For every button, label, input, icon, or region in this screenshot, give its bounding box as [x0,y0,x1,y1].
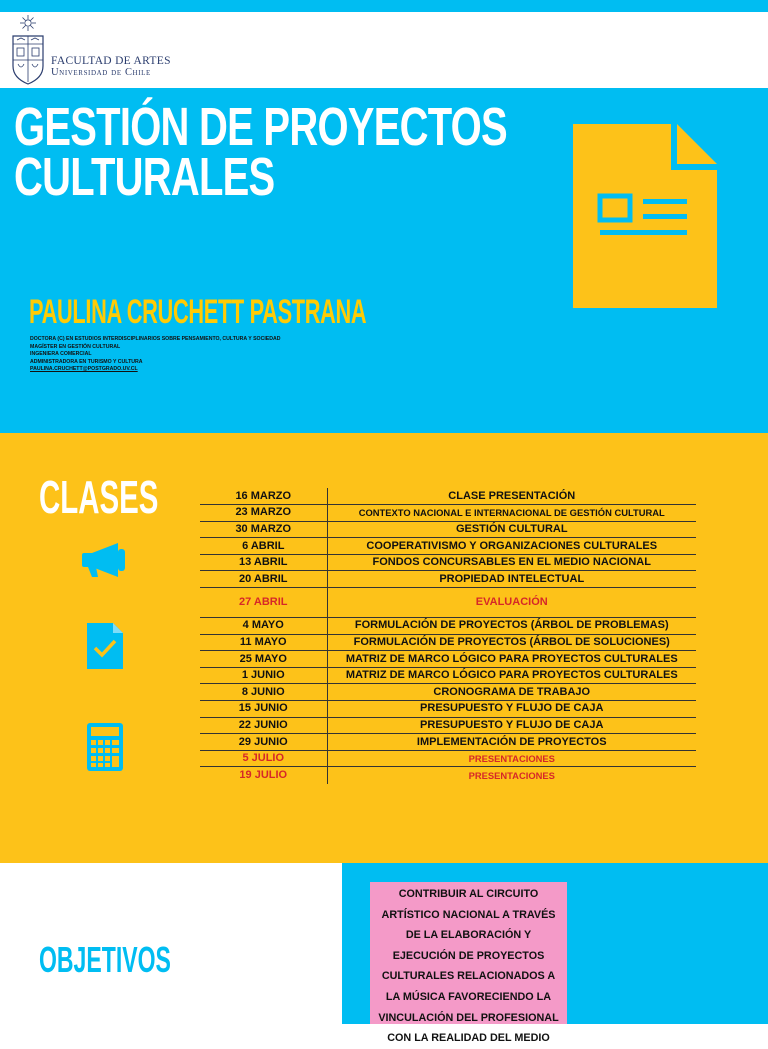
class-topic: CRONOGRAMA DE TRABAJO [327,684,696,701]
class-topic: MATRIZ DE MARCO LÓGICO PARA PROYECTOS CULTURALES [327,667,696,684]
table-row [200,734,696,751]
objective-line: CON LA REALIDAD DEL MEDIO [387,1032,550,1045]
class-topic: FONDOS CONCURSABLES EN EL MEDIO NACIONAL [327,554,696,571]
class-topic: PRESUPUESTO Y FLUJO DE CAJA [327,701,696,718]
table-row [200,521,696,538]
credential-line: DOCTORA (C) EN ESTUDIOS INTERDISCIPLINARIOS SOBRE PENSAMIENTO, CULTURA Y SOCIEDAD [30,336,281,342]
table-row [200,488,696,505]
class-topic: PROPIEDAD INTELECTUAL [327,571,696,588]
university-crest-icon [9,14,47,86]
table-row [200,505,696,522]
megaphone-icon [78,541,132,579]
objective-line: ARTÍSTICO NACIONAL A TRAVÉS [381,908,556,921]
objective-line: EJECUCIÓN DE PROYECTOS [392,949,545,962]
faculty-name: FACULTAD DE ARTES [51,55,171,67]
class-date: 20 ABRIL [200,571,327,588]
checklist-document-icon [87,623,123,669]
class-topic: CLASE PRESENTACIÓN [327,488,696,505]
class-date: 25 MAYO [200,651,327,668]
table-row [200,554,696,571]
class-topic: PRESENTACIONES [468,769,555,781]
schedule-table [200,488,696,784]
table-row [200,701,696,718]
title-line-2: CULTURALES [14,147,275,207]
class-date: 16 MARZO [200,488,327,505]
schedule-heading: CLASES [39,471,159,523]
class-topic: COOPERATIVISMO Y ORGANIZACIONES CULTURALES [327,538,696,555]
class-date: 5 JULIO [200,750,327,767]
class-topic: IMPLEMENTACIÓN DE PROYECTOS [327,734,696,751]
credential-line: ADMINISTRADORA EN TURISMO Y CULTURA [30,358,143,365]
class-date: 29 JUNIO [200,734,327,751]
class-date: 11 MAYO [200,634,327,651]
class-date: 27 ABRIL [200,588,327,618]
class-topic: FORMULACIÓN DE PROYECTOS (ÁRBOL DE SOLUCIONES) [327,634,696,651]
table-row [200,651,696,668]
document-icon [573,124,717,308]
class-date: 13 ABRIL [200,554,327,571]
table-row-presentation [200,767,696,784]
class-topic: FORMULACIÓN DE PROYECTOS (ÁRBOL DE PROBLEMAS) [327,618,696,635]
table-row [200,618,696,635]
class-topic: GESTIÓN CULTURAL [327,521,696,538]
objective-line: VINCULACIÓN DEL PROFESIONAL [378,1011,559,1024]
class-date: 1 JUNIO [200,667,327,684]
table-row [200,684,696,701]
table-row [200,667,696,684]
table-row [200,571,696,588]
calculator-icon [87,723,123,771]
objective-line: LA MÚSICA FAVORECIENDO LA [385,990,552,1003]
class-topic: PRESENTACIONES [327,750,696,767]
table-row-evaluation [200,588,696,618]
author-name: PAULINA CRUCHETT PASTRANA [29,293,367,331]
title-line-1: GESTIÓN DE PROYECTOS [14,97,507,157]
class-topic: CONTEXTO NACIONAL E INTERNACIONAL DE GESTIÓN CULTURAL [327,505,696,522]
objective-line: DE LA ELABORACIÓN Y [405,929,532,942]
objectives-heading: OBJETIVOS [39,939,171,980]
objective-line: CONTRIBUIR AL CIRCUITO [398,888,539,900]
table-row-presentation [200,750,696,767]
class-topic: EVALUACIÓN [327,588,696,618]
table-row [200,717,696,734]
class-date: 6 ABRIL [200,538,327,555]
class-date: 19 JULIO [200,767,327,784]
author-credentials [30,336,350,374]
class-date: 22 JUNIO [200,717,327,734]
schedule-section [0,433,768,863]
class-date: 15 JUNIO [200,701,327,718]
class-topic: MATRIZ DE MARCO LÓGICO PARA PROYECTOS CULTURALES [327,651,696,668]
credential-line: MAGÍSTER EN GESTIÓN CULTURAL [30,343,121,350]
page-title [14,97,507,207]
objective-line: CULTURALES RELACIONADOS A [381,970,556,983]
credential-line: INGENIERA COMERCIAL [30,351,92,358]
table-row [200,634,696,651]
class-date: 8 JUNIO [200,684,327,701]
class-date: 4 MAYO [200,618,327,635]
objective-text-box [370,882,567,1045]
institution-logo [9,14,179,86]
top-color-strip [0,0,768,12]
hero-section [0,88,768,433]
university-name: Universidad de Chile [51,67,151,78]
author-email: PAULINA.CRUCHETT@POSTGRADO.UV.CL [30,366,138,373]
class-date: 30 MARZO [200,521,327,538]
table-row [200,538,696,555]
class-date: 23 MARZO [200,505,327,522]
class-topic: PRESUPUESTO Y FLUJO DE CAJA [327,717,696,734]
